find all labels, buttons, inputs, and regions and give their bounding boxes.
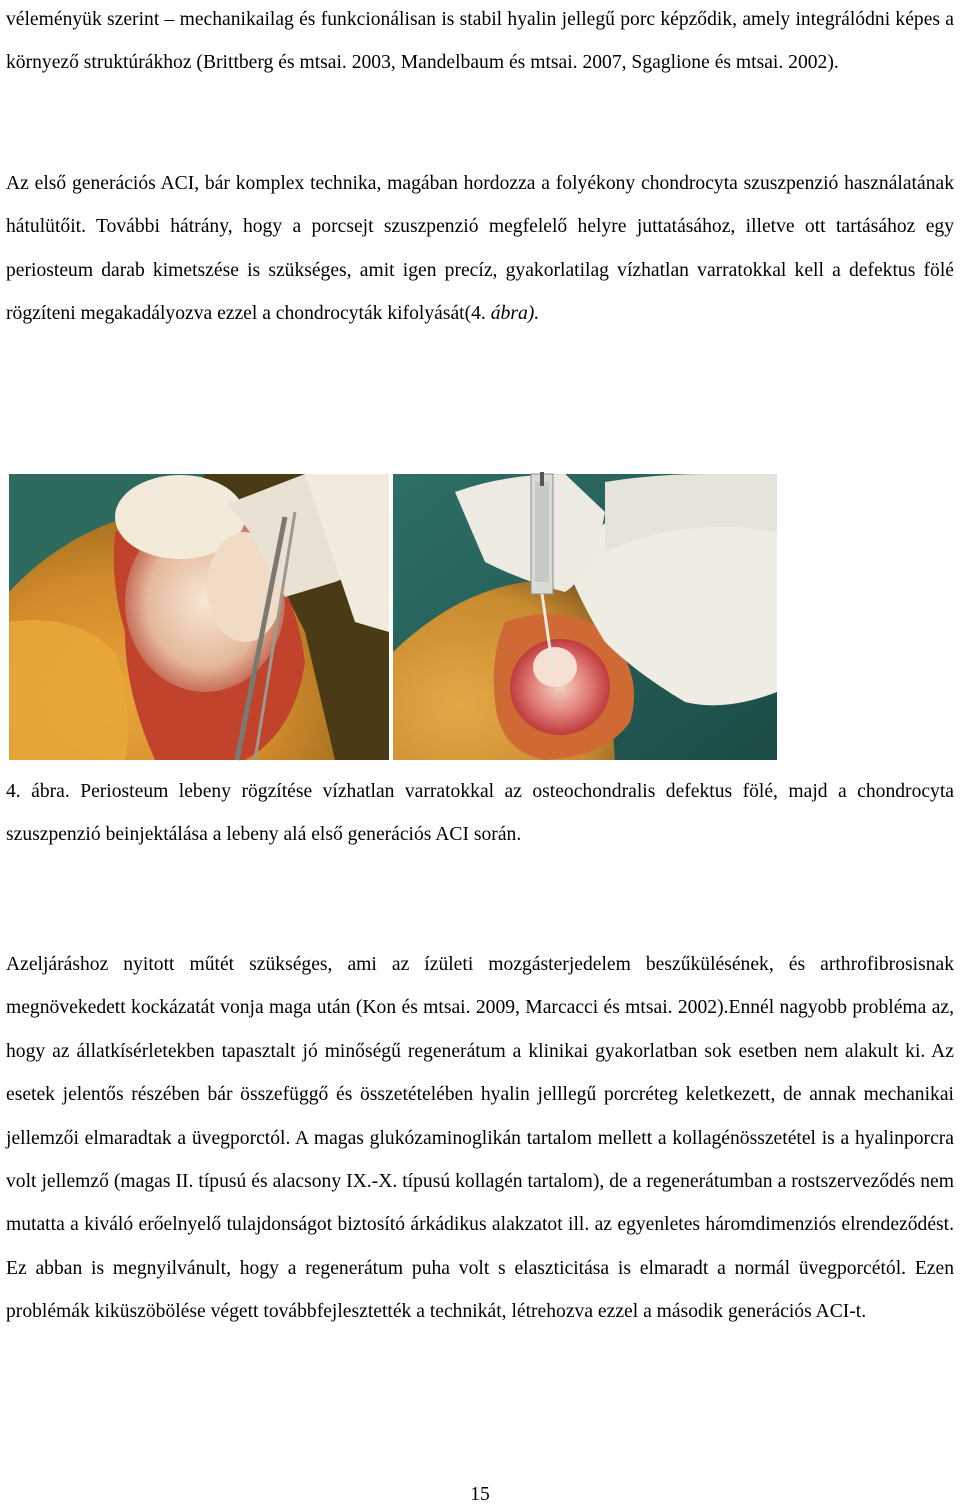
figure-reference: ábra).	[490, 303, 540, 325]
left-surgery-photo	[9, 474, 389, 760]
paragraph-open-surgery: Azeljáráshoz nyitott műtét szükséges, ami az ízületi mozgásterjedelem beszűkülésének, és arthrofibrosisnak megnövekedett kockázatát vonja maga után (Kon és mtsai. 2009, Marcacci és mtsai. 2002).Ennél nagyobb probléma az, hogy az állatkísérletekben tapasztalt jó minőségű regenerátum a klinikai gyakorlatban sok esetben nem alakult ki. Az esetek jelentős részében bár összefüggő és összetételében hyalin jelllegű porcréteg keletkezett, de annak mechanikai jellemzői elmaradtak a üvegporctól. A magas glukózaminoglikán tartalom mellett a kollagénösszetétel is a hyalinporcra volt jellemző (magas II. típusú és alacsony IX.-X. típusú kollagén tartalom), de a regenerátumban a rostszerveződés nem mutatta a kiváló erőelnyelő tulajdonságot biztosító árkádikus alakzatot ill. az egyenletes háromdimenziós elrendeződést. Ez abban is megnyilvánult, hogy a regenerátum puha volt s elaszticitása is elmaradt a normál üvegporcétól. Ezen problémák kiküszöbölése végett továbbfejlesztették a technikát, létrehozva ezzel a második generációs ACI-t.	[6, 954, 954, 1323]
paragraph-aci-text: Az első generációs ACI, bár komplex technika, magában hordozza a folyékony chondrocyta szuszpenzió használatának hátulütőit. További hátrány, hogy a porcsejt szuszpenzió megfelelő helyre juttatásához, illetve ott tartásához egy periosteum darab kimetszése is szükséges, amit igen precíz, gyakorlatilag vízhatlan varratokkal kell a defektus fölé rögzíteni megakadályozva ezzel a chondrocyták kifolyását(4.	[6, 173, 954, 325]
figure-caption: 4. ábra. Periosteum lebeny rögzítése vízhatlan varratokkal az osteochondralis defektus fölé, majd a chondrocyta szuszpenzió beinjektálása a lebeny alá első generációs ACI során.	[6, 781, 954, 846]
paragraph-aci-first-generation	[6, 162, 954, 336]
surgical-photo-figure	[5, 472, 777, 762]
right-surgery-photo	[393, 472, 777, 760]
page-number: 15	[470, 1484, 490, 1505]
paragraph-intro: véleményük szerint – mechanikailag és funkcionálisan is stabil hyalin jellegű porc képződik, amely integrálódni képes a környező struktúrákhoz (Brittberg és mtsai. 2003, Mandelbaum és mtsai. 2007, Sgaglione és mtsai. 2002).	[6, 9, 954, 74]
